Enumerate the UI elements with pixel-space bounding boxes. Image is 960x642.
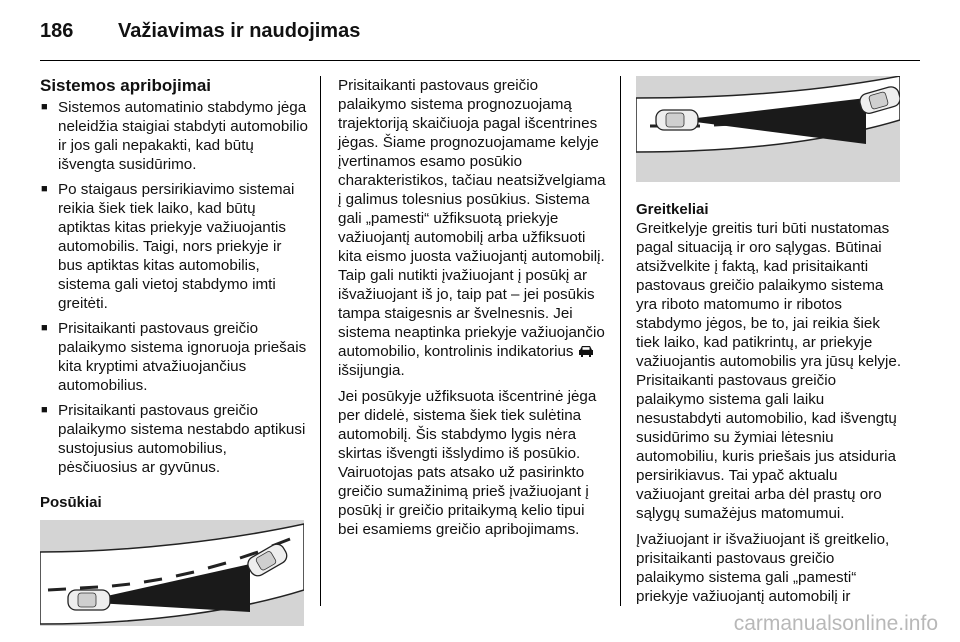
highway-paragraph-entry: Įvažiuojant ir išvažiuojant iš greitkelio, prisitaikanti pastovaus greičio palaikymo sistema gali „pamesti“ priekyje važiuojantį automobilį ir [636, 531, 890, 605]
column-middle [338, 76, 606, 546]
highway-illustration [636, 76, 900, 182]
centrifugal-paragraph: Jei posūkyje užfiksuota išcentrinė jėga per didelė, sistema šiek tiek sulėtina automobilį. Šis stabdymo lygis nėra skirtas išvengti išslydimo iš posūkio. Vairuotojas pats atsako už pasirinkto greičio sumažinimą prieš įvažiuojant į posūkį ir greičio pritaikymą kelio tipui bei esamiems greičio apribojimams. [338, 388, 597, 538]
limitations-list [40, 98, 308, 477]
highway-paragraph: Greitkelyje greitis turi būti nustatomas pagal situaciją ir oro sąlygas. Būtinai atsižvelkite į faktą, kad prisitaikanti pastovaus greičio palaikymo sistema yra riboto matomumo ir ribotos stabdymo jėgos, be to, jai reikia šiek tiek laiko, kad patikrintų, ar priekyje važiuojantis automobilis yra jūsų kelyje. Prisitaikanti pastovaus greičio palaikymo sistema gali laiku nesustabdyti automobilio, kad išvengtų susidūrimo su žymiai lėtesniu automobiliu, kuris priešais jus atsiduria persirikiavus. Tai ypač aktualu važiuojant greitai arba dėl prastų oro sąlygų sumažėjus matomumui. [636, 220, 902, 522]
car-icon [656, 110, 698, 130]
curve-illustration [40, 520, 304, 626]
column-divider [620, 76, 621, 606]
header-divider [40, 60, 920, 61]
list-item: ■ Prisitaikanti pastovaus greičio palaikymo sistema ignoruoja priešais kita kryptimi atvažiuojančius automobilius. [40, 319, 308, 395]
list-item: ■ Po staigaus persirikiavimo sistemai reikia šiek tiek laiko, kad būtų aptiktas kitas priekyje važiuojantis automobilis. Taigi, nors priekyje ir bus aptiktas kitas automobilis, sistema gali vietoj stabdymo imti greitėti. [40, 180, 308, 313]
watermark: carmanualsonline.info [733, 612, 938, 635]
section-heading-limitations: Sistemos apribojimai [40, 76, 211, 95]
page-header [40, 20, 920, 60]
section-heading-curves: Posūkiai [40, 494, 102, 511]
vehicle-ahead-indicator-icon [578, 344, 594, 358]
column-right [636, 76, 906, 613]
chapter-title: Važiavimas ir naudojimas [118, 20, 361, 42]
column-left [40, 76, 308, 626]
list-item: ■ Prisitaikanti pastovaus greičio palaikymo sistema nestabdo aptikusi sustojusius automobilius, pėsčiuosius ar gyvūnus. [40, 401, 308, 477]
list-item: ■ Sistemos automatinio stabdymo jėga neleidžia staigiai stabdyti automobilio ir jos gali nepakakti, kad būtų išvengta susidūrimo. [40, 98, 308, 174]
column-divider [320, 76, 321, 606]
curves-text-end: išsijungia. [338, 362, 405, 379]
curves-text: Prisitaikanti pastovaus greičio palaikymo sistema prognozuojamą trajektoriją skaičiuoja pagal išcentrines jėgas. Šiame prognozuojamame kelyje įvertinamos esamo posūkio charakteristikos, tačiau neatsižvelgiama į galimus tolesnius posūkius. Sistema gali „pamesti“ užfiksuotą priekyje važiuojantį automobilį arba užfiksuoti kita eismo juosta važiuojantį automobilį. Taip gali nutikti įvažiuojant į posūkį ar išvažiuojant iš jo, taip pat – jei posūkis tampa staigesnis ar švelnesnis. Jei sistema neaptinka priekyje važiuojančio automobilio, kontrolinis indikatorius [338, 77, 606, 360]
page-number: 186 [40, 20, 74, 42]
car-icon [68, 590, 110, 610]
section-heading-highways: Greitkeliai [636, 201, 709, 218]
curves-paragraph [338, 76, 606, 380]
